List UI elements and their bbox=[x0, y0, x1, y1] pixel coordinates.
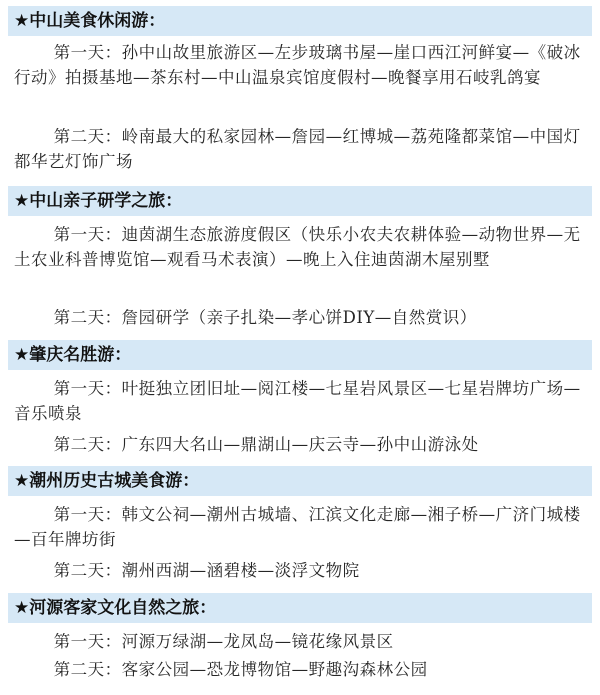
day-label: 第二天： bbox=[53, 127, 122, 146]
section-header-heyuan bbox=[8, 593, 592, 623]
day-label: 第一天： bbox=[53, 505, 122, 524]
day-label: 第一天： bbox=[53, 632, 122, 651]
section-header-chaozhou bbox=[8, 466, 592, 496]
day-route: 岭南最大的私家园林—詹园—红博城—荔苑隆都菜馆—中国灯都华艺灯饰广场 bbox=[14, 127, 581, 171]
day-route: 潮州西湖—涵碧楼—淡浮文物院 bbox=[121, 561, 360, 580]
day-label: 第二天： bbox=[53, 308, 122, 327]
day-route: 迪茵湖生态旅游度假区（快乐小农夫农耕体验—动物世界—无土农业科普博览馆—观看马术表演）—晚上入住迪茵湖木屋别墅 bbox=[14, 225, 581, 269]
day-label: 第一天： bbox=[53, 43, 122, 62]
day-route: 广东四大名山—鼎湖山—庆云寺—孙中山游泳处 bbox=[121, 435, 479, 454]
day-label: 第二天： bbox=[53, 435, 122, 454]
day-entry bbox=[14, 124, 586, 174]
section-title: ★中山亲子研学之旅： bbox=[14, 191, 183, 211]
section-header-zhaoqing bbox=[8, 340, 592, 370]
section-title: ★潮州历史古城美食游： bbox=[14, 471, 200, 491]
day-entry bbox=[14, 305, 586, 330]
day-entry bbox=[14, 376, 586, 426]
day-entry bbox=[14, 629, 586, 654]
section-title: ★中山美食休闲游： bbox=[14, 11, 166, 31]
day-entry bbox=[14, 222, 586, 272]
day-label: 第二天： bbox=[53, 561, 122, 580]
day-label: 第一天： bbox=[53, 379, 122, 398]
day-label: 第二天： bbox=[53, 660, 122, 679]
day-label: 第一天： bbox=[53, 225, 122, 244]
day-entry bbox=[14, 558, 586, 583]
day-entry bbox=[14, 432, 586, 457]
section-title: ★肇庆名胜游： bbox=[14, 345, 132, 365]
section-title: ★河源客家文化自然之旅： bbox=[14, 598, 217, 618]
section-header-zhongshan-food bbox=[8, 6, 592, 36]
day-route: 孙中山故里旅游区—左步玻璃书屋—崖口西江河鲜宴—《破冰行动》拍摄基地—茶东村—中山温泉宾馆度假村—晚餐享用石岐乳鸽宴 bbox=[14, 43, 581, 87]
section-header-zhongshan-family bbox=[8, 186, 592, 216]
day-route: 河源万绿湖—龙凤岛—镜花缘风景区 bbox=[121, 632, 394, 651]
day-route: 詹园研学（亲子扎染—孝心饼DIY—自然赏识） bbox=[121, 308, 477, 327]
day-route: 叶挺独立团旧址—阅江楼—七星岩风景区—七星岩牌坊广场—音乐喷泉 bbox=[14, 379, 581, 423]
day-route: 韩文公祠—潮州古城墙、江滨文化走廊—湘子桥—广济门城楼—百年牌坊街 bbox=[14, 505, 581, 549]
day-route: 客家公园—恐龙博物馆—野趣沟森林公园 bbox=[121, 660, 428, 679]
day-entry bbox=[14, 40, 586, 90]
day-entry bbox=[14, 657, 586, 682]
day-entry bbox=[14, 502, 586, 552]
